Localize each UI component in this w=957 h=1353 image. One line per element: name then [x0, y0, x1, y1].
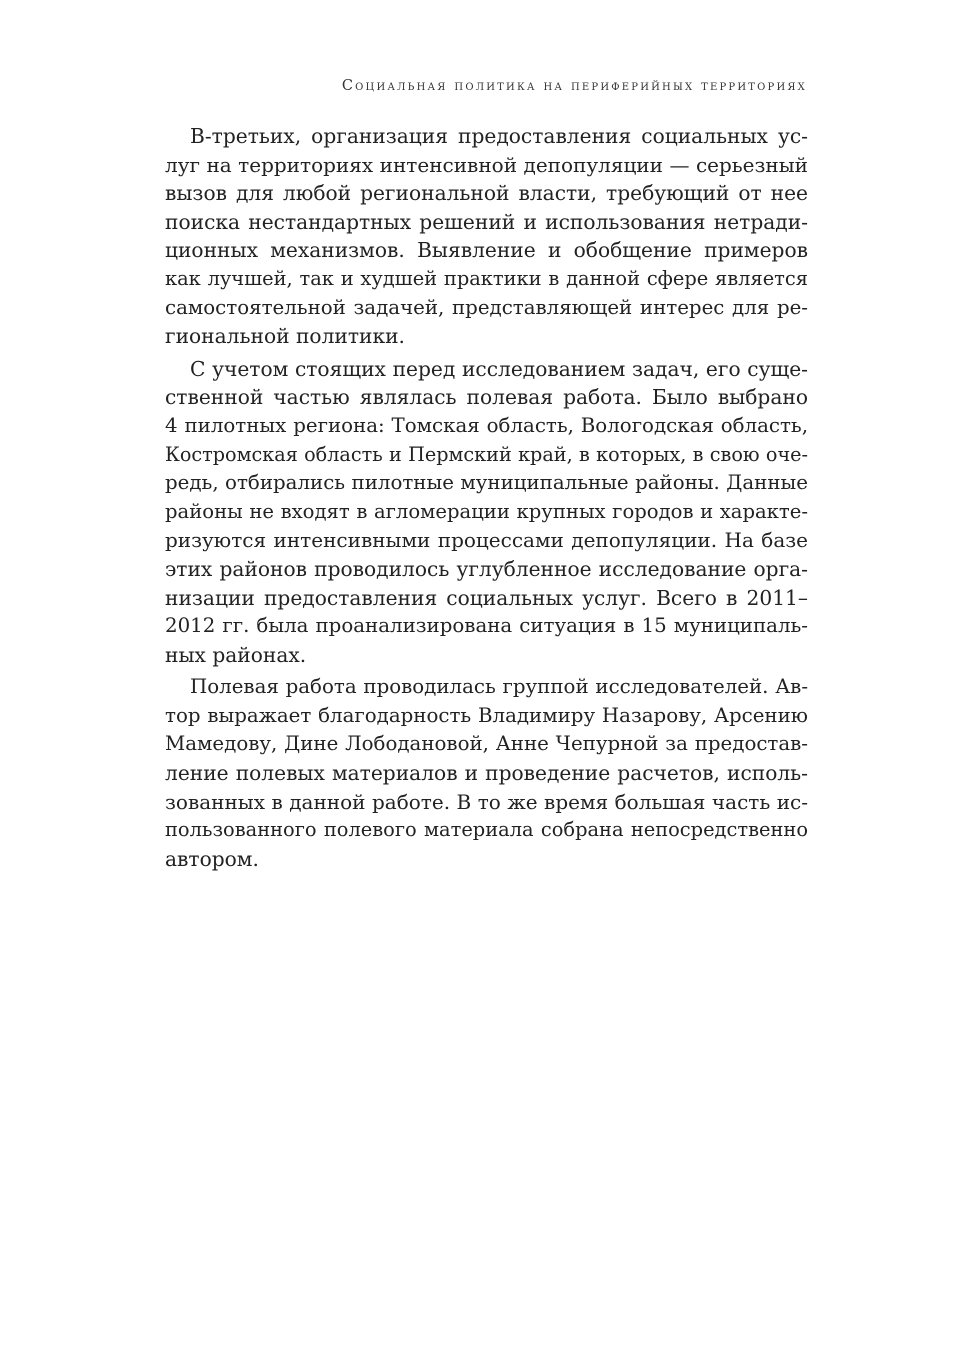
text-line: луг на территориях интенсивной депопуляции — серьезный [165, 152, 808, 177]
text-line: ционных механизмов. Выявление и обобщение примеров [165, 238, 808, 263]
text-line: районы не входят в агломерации крупных городов и характе- [165, 499, 808, 523]
text-line: гиональной политики. [165, 324, 405, 349]
text-line: автором. [165, 846, 259, 871]
paragraph-3 [165, 673, 808, 873]
text-line: ризуются интенсивными процессами депопуляции. На базе [165, 528, 808, 553]
text-line: низации предоставления социальных услуг. Всего в 2011– [165, 585, 808, 610]
text-line: ственной частью являлась полевая работа. Было выбрано [165, 385, 808, 410]
text-line: поиска нестандартных решений и использования нетради- [165, 209, 808, 234]
text-line: самостоятельной задачей, представляющей интерес для ре- [165, 295, 808, 319]
text-line: пользованного полевого материала собрана непосредственно [165, 818, 808, 842]
text-line: как лучшей, так и худшей практики в данной сфере является [165, 266, 808, 290]
text-line: ных районах. [165, 642, 307, 667]
text-line: тор выражает благодарность Владимиру Назарову, Арсению [165, 703, 808, 727]
text-line: этих районов проводилось углубленное исследование орга- [165, 556, 808, 581]
text-line: С учетом стоящих перед исследованием задач, его суще- [190, 356, 808, 381]
text-line: зованных в данной работе. В то же время большая часть ис- [165, 789, 808, 814]
text-line: 2012 гг. была проанализирована ситуация в 15 муниципаль- [165, 614, 808, 638]
text-line: ление полевых материалов и проведение расчетов, исполь- [165, 761, 808, 786]
text-line: 4 пилотных региона: Томская область, Вологодская область, [165, 413, 808, 437]
text-line: Мамедову, Дине Лободановой, Анне Чепурной за предостав- [165, 732, 808, 756]
paragraph-1 [165, 122, 808, 351]
text-line: вызов для любой региональной власти, требующий от нее [165, 181, 808, 206]
text-line: Полевая работа проводилась группой исследователей. Ав- [190, 675, 808, 699]
text-line: Костромская область и Пермский край, в которых, в свою оче- [165, 442, 808, 466]
paragraph-2 [165, 355, 808, 670]
running-head: Социальная политика на периферийных территориях [341, 78, 807, 94]
body-text [165, 122, 808, 877]
text-line: редь, отбирались пилотные муниципальные районы. Данные [165, 471, 808, 495]
text-line: В-третьих, организация предоставления социальных ус- [190, 124, 808, 148]
